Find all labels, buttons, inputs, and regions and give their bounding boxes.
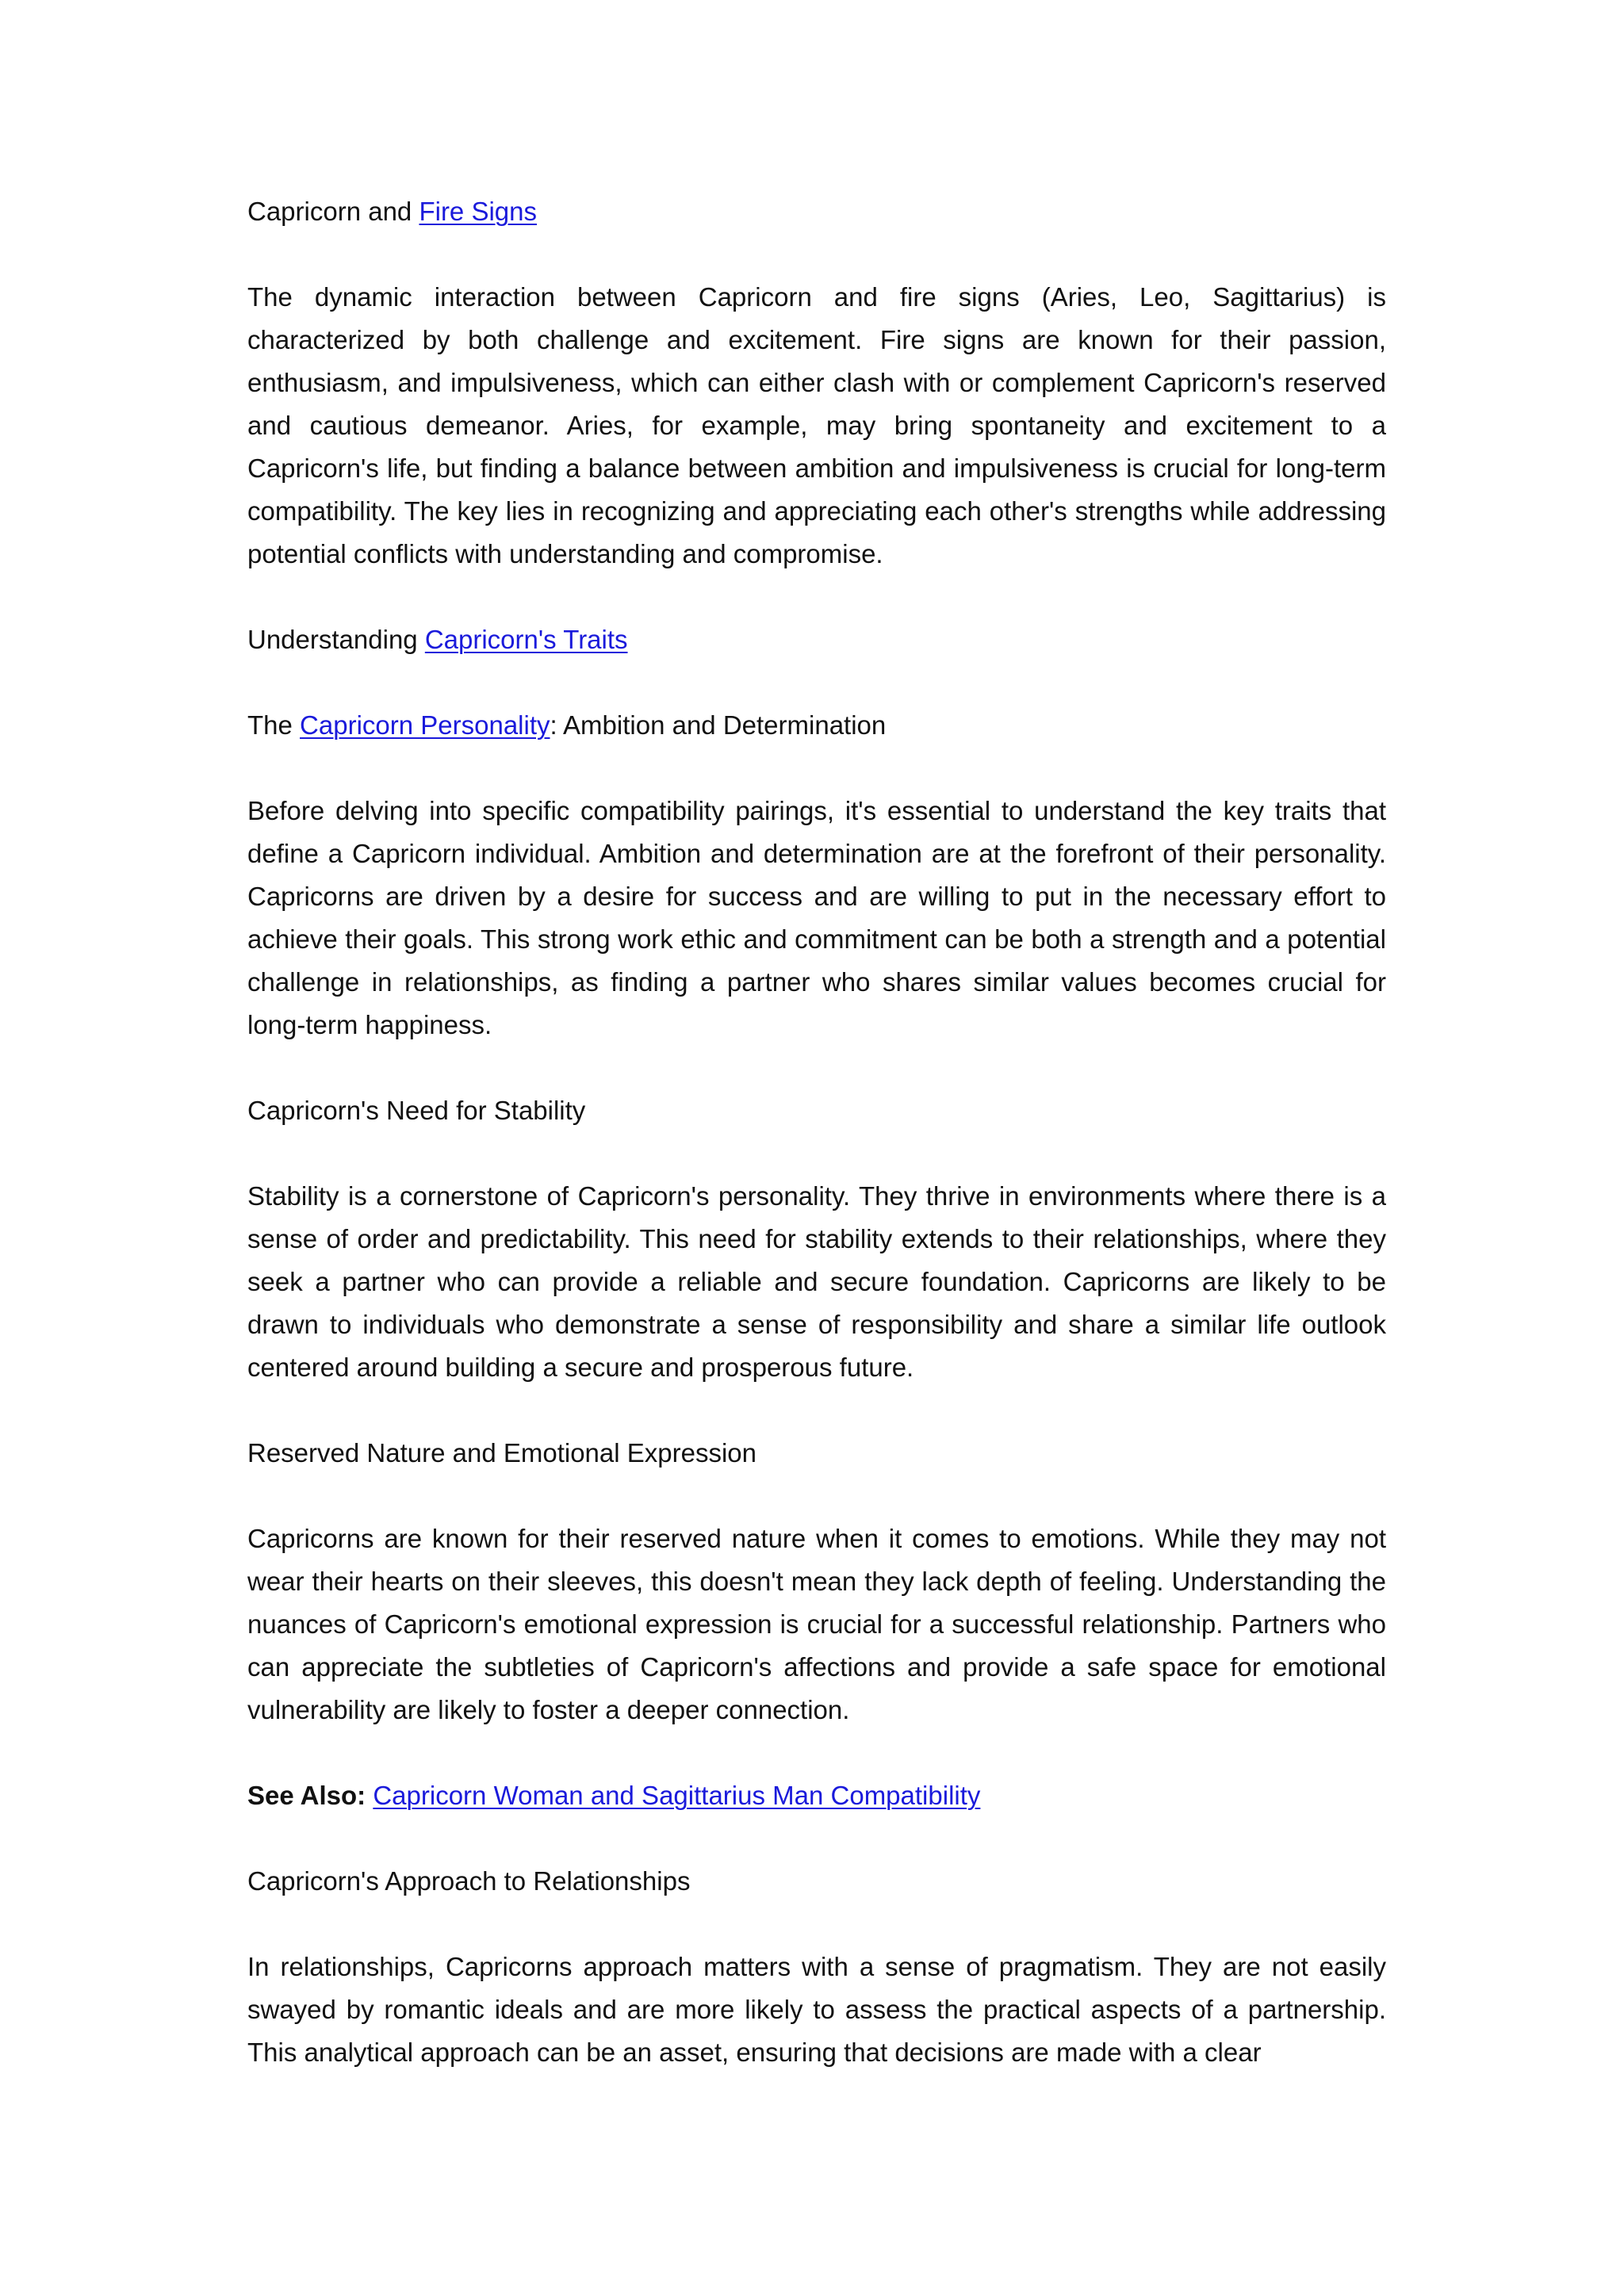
heading-reserved-nature: Reserved Nature and Emotional Expression xyxy=(247,1438,757,1468)
capricorn-personality-link[interactable]: Capricorn Personality xyxy=(300,710,550,740)
capricorn-traits-link[interactable]: Capricorn's Traits xyxy=(424,625,628,654)
see-also-link[interactable]: Capricorn Woman and Sagittarius Man Compatibility xyxy=(373,1781,981,1810)
see-also-line xyxy=(247,1774,1386,1817)
paragraph-personality: Before delving into specific compatibility pairings, it's essential to understand the key traits that define a Capricorn individual. Ambition and determination are at the forefront of their personality. Capricorns are driven by a desire for success and are willing to put in the necessary effort to achieve their goals. This strong work ethic and commitment can be both a strength and a potential challenge in relationships, as finding a partner who shares similar values becomes crucial for long-term happiness. xyxy=(247,796,1386,1039)
heading-prefix: Understanding xyxy=(247,625,425,654)
paragraph-fire-signs: The dynamic interaction between Capricorn and fire signs (Aries, Leo, Sagittarius) is characterized by both challenge and excitement. Fire signs are known for their passion, enthusiasm, and impulsiveness, which can either clash with or complement Capricorn's reserved and cautious demeanor. Aries, for example, may bring spontaneity and excitement to a Capricorn's life, but finding a balance between ambition and impulsiveness is crucial for long-term compatibility. The key lies in recognizing and appreciating each other's strengths while addressing potential conflicts with understanding and compromise. xyxy=(247,282,1386,568)
paragraph-approach-relationships: In relationships, Capricorns approach matters with a sense of pragmatism. They are not easily swayed by romantic ideals and are more likely to assess the practical aspects of a partnership. This analytical approach can be an asset, ensuring that decisions are made with a clear xyxy=(247,1952,1386,2067)
see-also-label: See Also: xyxy=(247,1781,373,1810)
heading-suffix: : Ambition and Determination xyxy=(550,710,887,740)
heading-capricorn-fire-signs xyxy=(247,190,1386,233)
heading-capricorn-personality xyxy=(247,704,1386,747)
document-page xyxy=(247,190,1386,2117)
paragraph-stability: Stability is a cornerstone of Capricorn's personality. They thrive in environments where there is a sense of order and predictability. This need for stability extends to their relationships, where they seek a partner who can provide a reliable and secure foundation. Capricorns are likely to be drawn to individuals who demonstrate a sense of responsibility and share a similar life outlook centered around building a secure and prosperous future. xyxy=(247,1181,1386,1382)
heading-need-for-stability: Capricorn's Need for Stability xyxy=(247,1096,586,1125)
heading-prefix: The xyxy=(247,710,301,740)
heading-understanding-traits xyxy=(247,618,1386,661)
heading-prefix: Capricorn and xyxy=(247,197,419,226)
heading-approach-relationships: Capricorn's Approach to Relationships xyxy=(247,1866,691,1896)
fire-signs-link[interactable]: Fire Signs xyxy=(419,197,538,226)
paragraph-reserved-nature: Capricorns are known for their reserved nature when it comes to emotions. While they may not wear their hearts on their sleeves, this doesn't mean they lack depth of feeling. Understanding the nuances of Capricorn's emotional expression is crucial for a successful relationship. Partners who can appreciate the subtleties of Capricorn's affections and provide a safe space for emotional vulnerability are likely to foster a deeper connection. xyxy=(247,1524,1386,1724)
